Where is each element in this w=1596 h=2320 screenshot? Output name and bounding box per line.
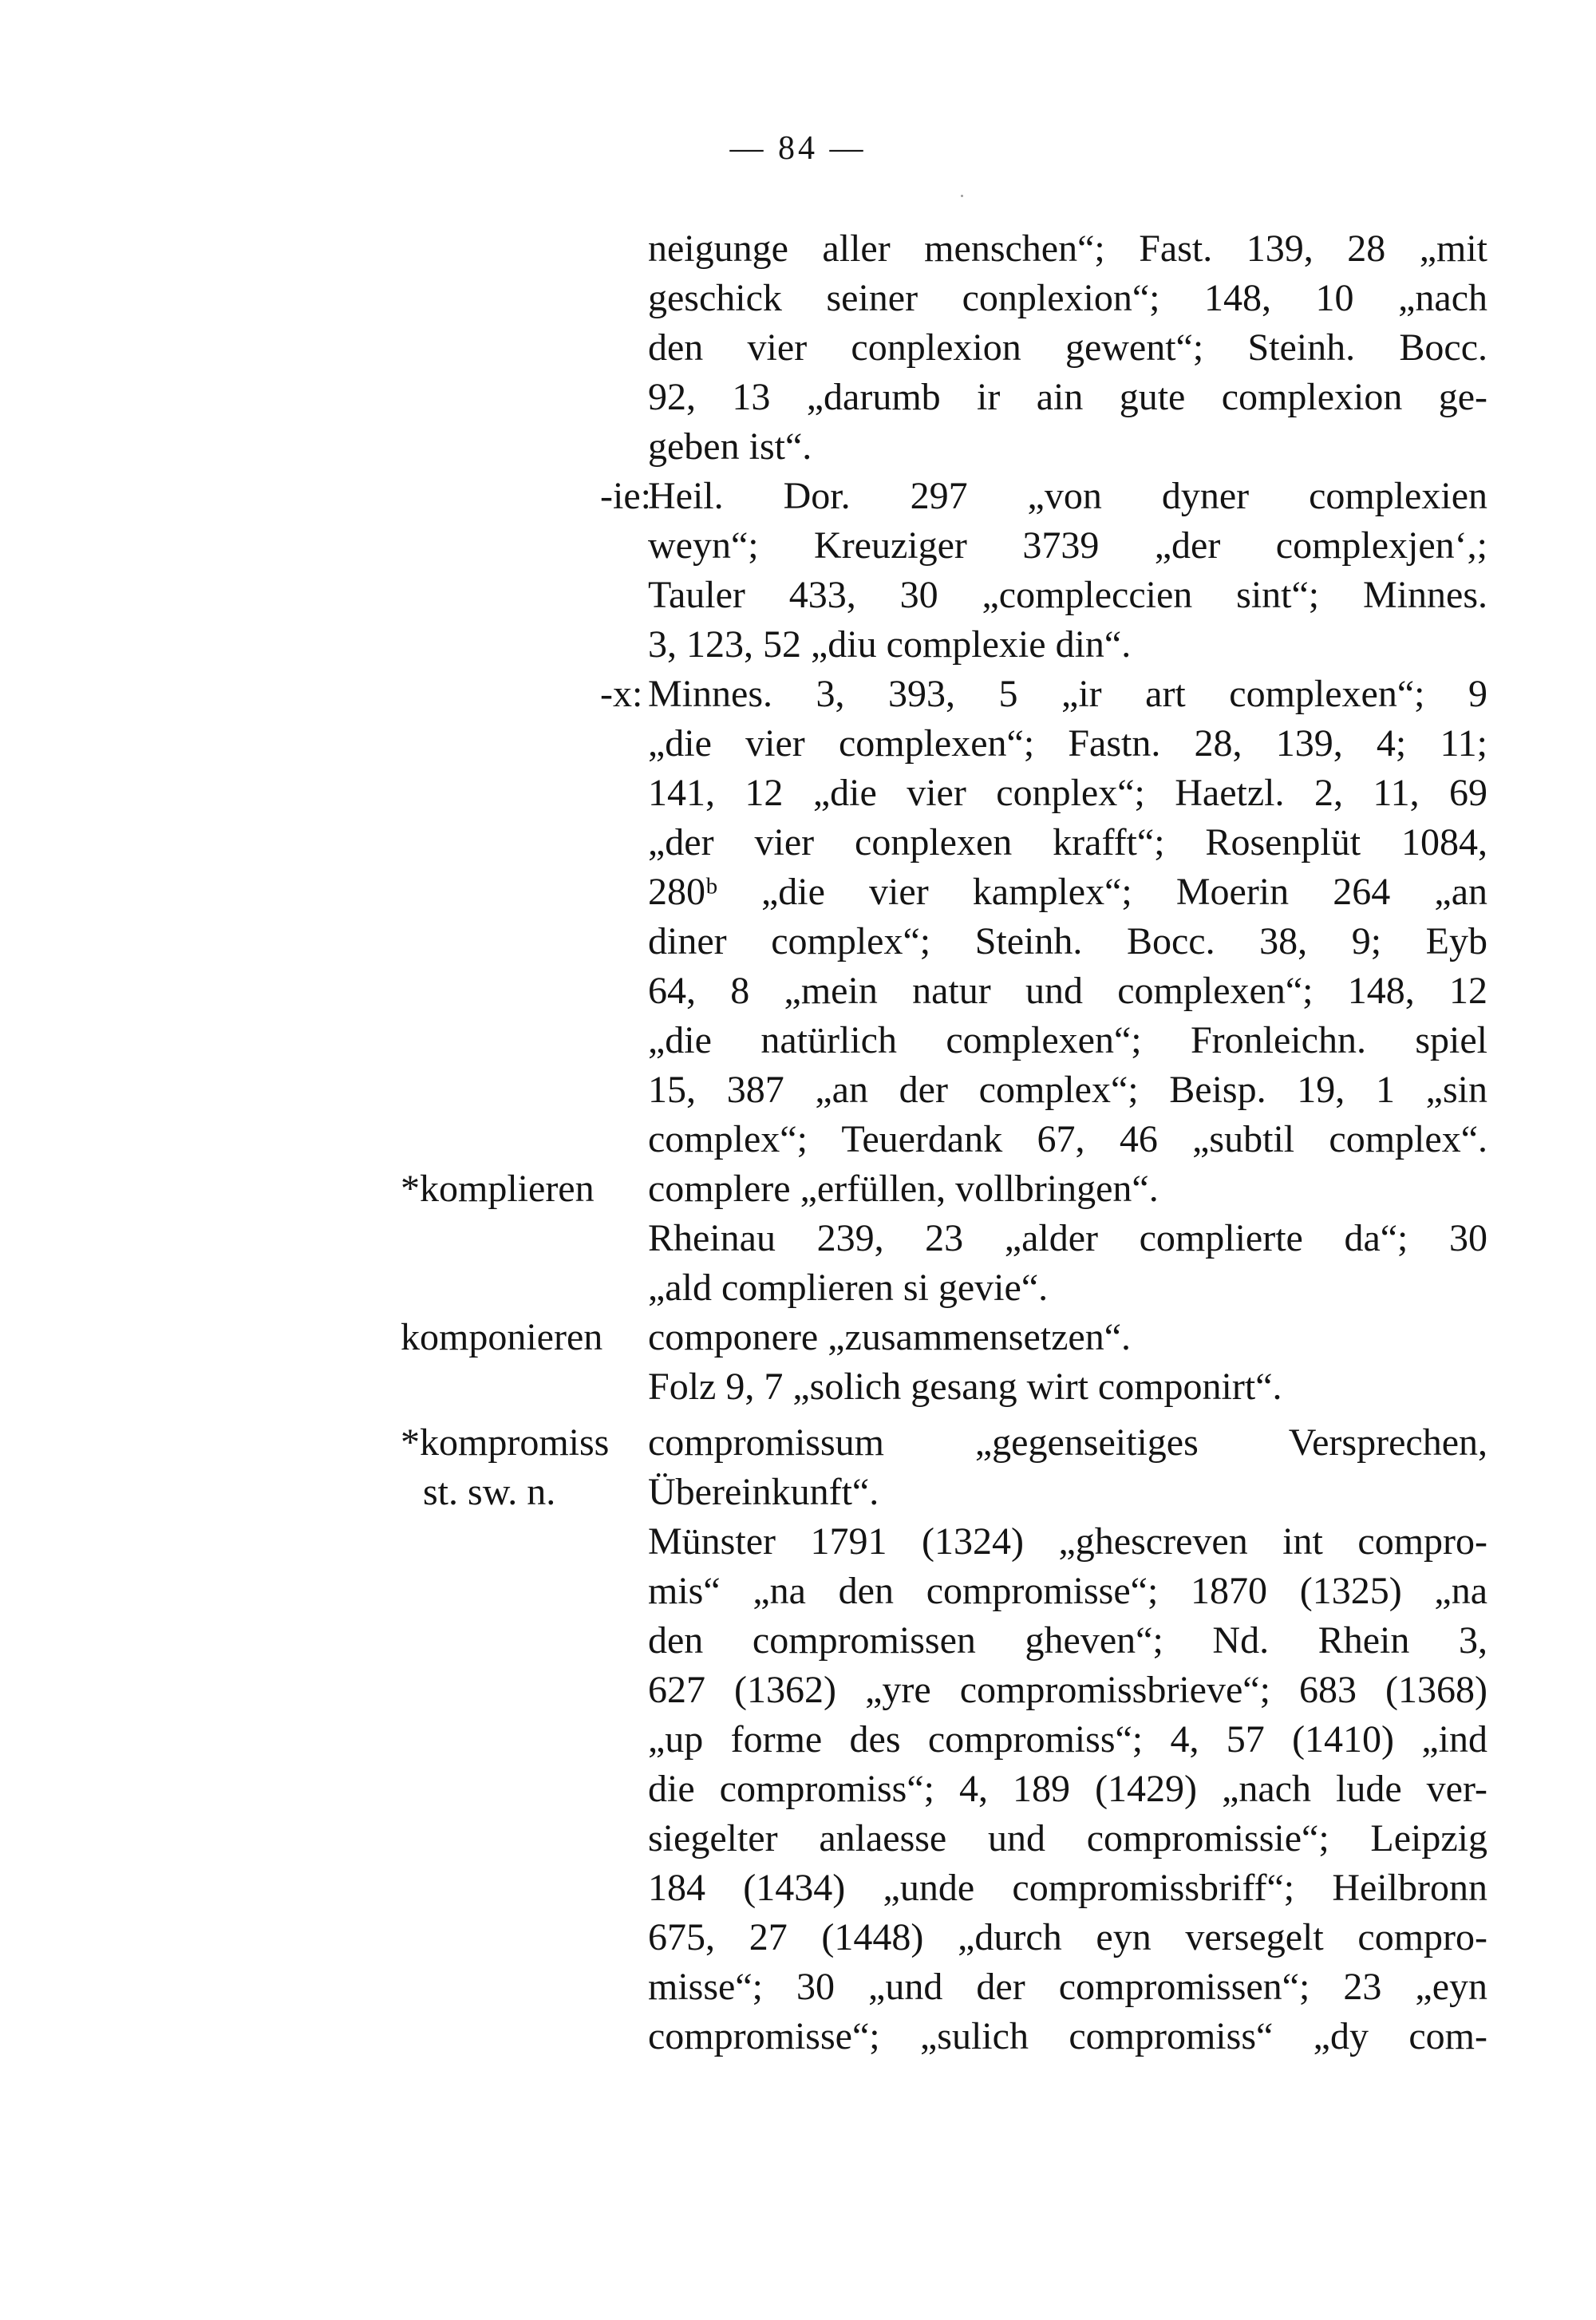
headword: *komplieren [401,1168,595,1210]
headword-grammar: st. sw. n. [423,1471,556,1513]
text-line: „ald complieren si gevie“. [648,1267,1049,1309]
text-line: complex“; Teuerdank 67, 46 „subtil complex“. [648,1118,1487,1160]
text-line: mis“ „na den compromisse“; 1870 (1325) „na [648,1570,1487,1612]
text-line: Münster 1791 (1324) „ghescreven int compro- [648,1520,1487,1563]
text-line: componere „zusammensetzen“. [648,1316,1132,1358]
variant-prefix: -ie: [600,475,651,517]
headword: komponieren [401,1316,603,1358]
text-line: 675, 27 (1448) „durch eyn versegelt compro- [648,1916,1487,1958]
text-line: Rheinau 239, 23 „alder complierte da“; 30 [648,1217,1487,1259]
variant-prefix: -x: [600,673,643,715]
text-line: 627 (1362) „yre compromissbrieve“; 683 (1368) [648,1669,1487,1711]
text-line: „die natürlich complexen“; Fronleichn. spiel [648,1019,1487,1061]
text-line: „der vier conplexen krafft“; Rosenplüt 1084, [648,821,1487,864]
text-line: complere „erfüllen, vollbringen“. [648,1168,1159,1210]
text-line: 64, 8 „mein natur und complexen“; 148, 12 [648,970,1487,1012]
text-line: 92, 13 „darumb ir ain gute complexion ge- [648,376,1487,418]
text-line: den compromissen gheven“; Nd. Rhein 3, [648,1619,1487,1662]
print-speck [961,195,963,197]
text-line: 3, 123, 52 „diu complexie din“. [648,623,1132,666]
text-line: geben ist“. [648,425,812,468]
text-line: geschick seiner conplexion“; 148, 10 „nach [648,277,1487,319]
headword: *kompromiss [401,1421,610,1464]
text-line: Minnes. 3, 393, 5 „ir art complexen“; 9 [648,673,1487,715]
text-line: misse“; 30 „und der compromissen“; 23 „eyn [648,1966,1487,2008]
text-line: 141, 12 „die vier conplex“; Haetzl. 2, 11, 69 [648,772,1487,814]
text-line: siegelter anlaesse und compromissie“; Leipzig [648,1817,1487,1860]
text-line: Folz 9, 7 „solich gesang wirt componirt“. [648,1366,1282,1408]
text-line: die compromiss“; 4, 189 (1429) „nach lude ver- [648,1768,1487,1810]
text-line: 184 (1434) „unde compromissbriff“; Heilbronn [648,1867,1487,1909]
text-line: Heil. Dor. 297 „von dyner complexien [648,475,1487,517]
text-line: 280ᵇ „die vier kamplex“; Moerin 264 „an [648,871,1487,913]
text-line: Tauler 433, 30 „compleccien sint“; Minnes. [648,574,1487,616]
text-line: den vier conplexion gewent“; Steinh. Bocc. [648,326,1487,369]
text-line: weyn“; Kreuziger 3739 „der complexjen‘,; [648,524,1487,567]
text-line: „die vier complexen“; Fastn. 28, 139, 4; 11; [648,722,1487,765]
text-line: neigunge aller menschen“; Fast. 139, 28 „mit [648,227,1487,270]
text-line: 15, 387 „an der complex“; Beisp. 19, 1 „sin [648,1069,1487,1111]
text-line: compromissum „gegenseitiges Versprechen, [648,1421,1487,1464]
text-line: diner complex“; Steinh. Bocc. 38, 9; Eyb [648,920,1487,962]
page-number: — 84 — [729,130,867,167]
text-line: Übereinkunft“. [648,1471,879,1513]
text-line: „up forme des compromiss“; 4, 57 (1410) „ind [648,1718,1487,1761]
text-line: compromisse“; „sulich compromiss“ „dy com- [648,2015,1487,2057]
